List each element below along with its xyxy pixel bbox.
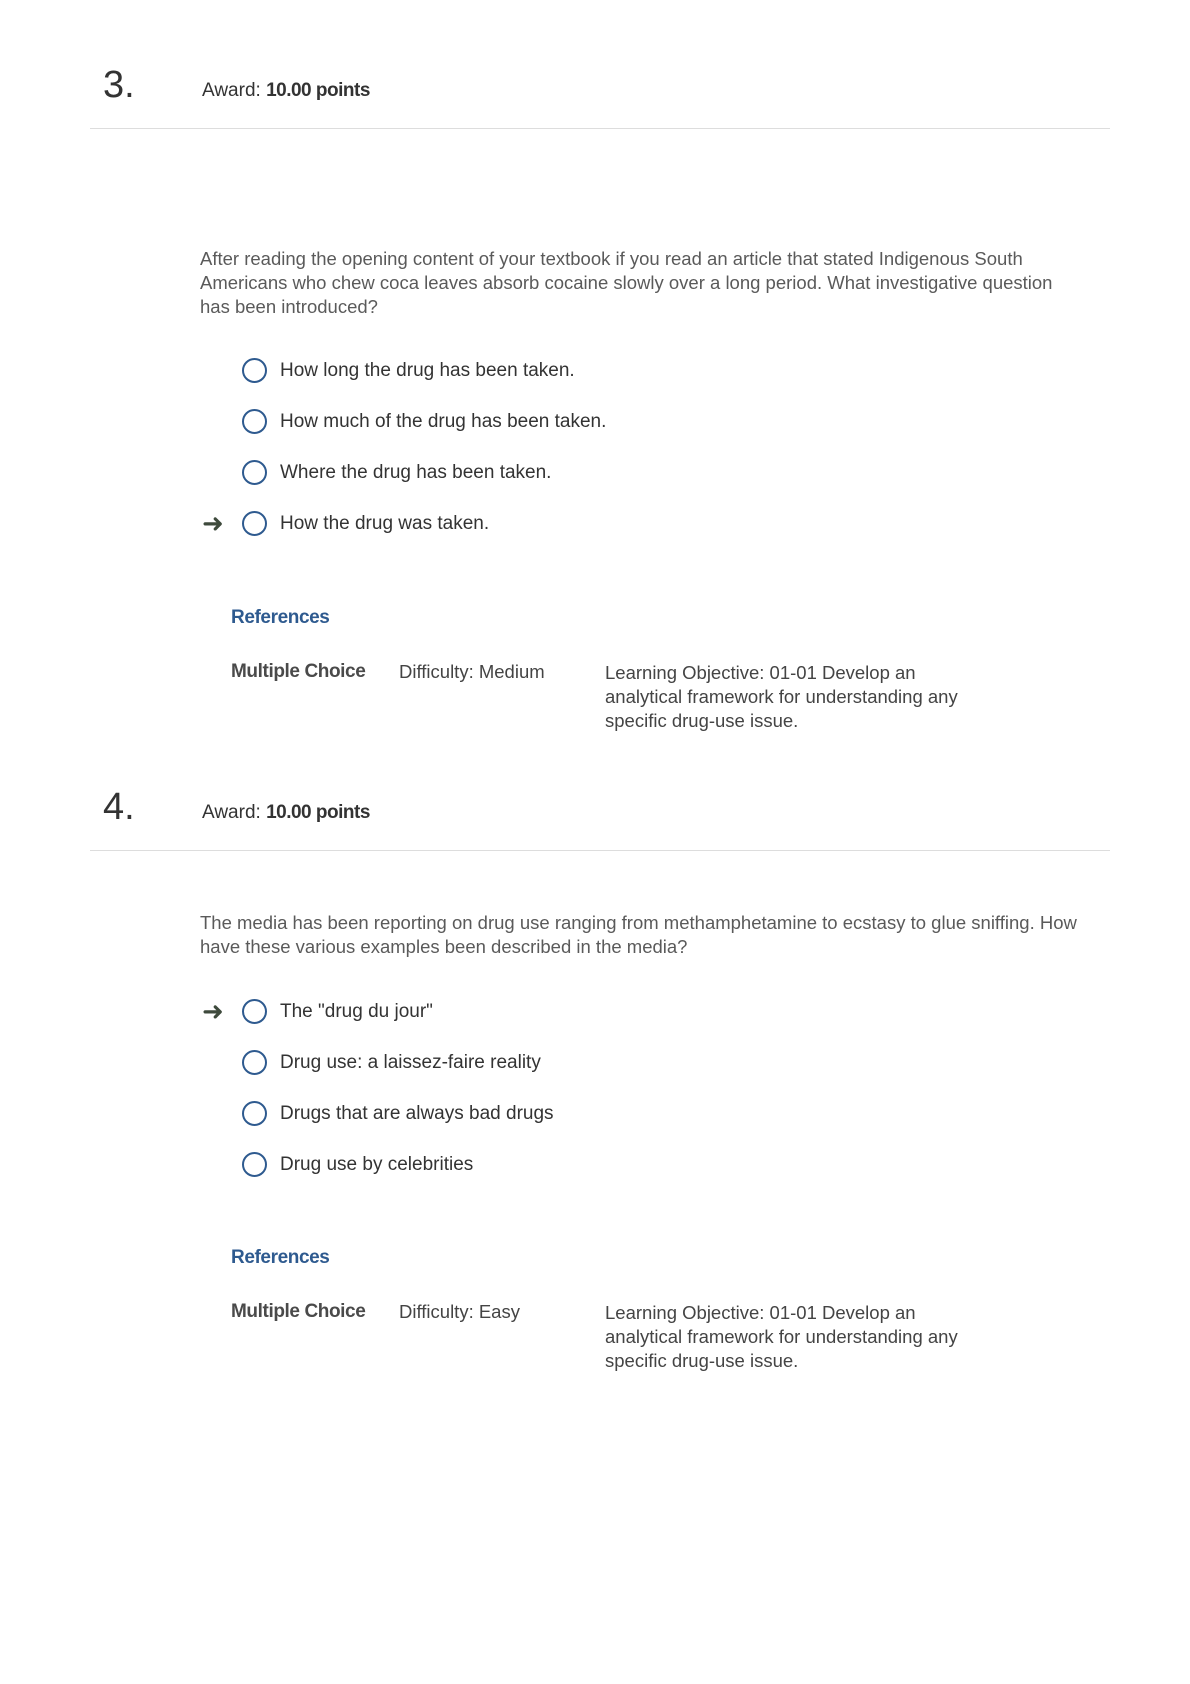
award-label: Award: (202, 80, 261, 101)
radio-unselected-icon[interactable] (242, 460, 267, 485)
arrow-right-icon: ➜ (202, 996, 224, 1026)
reference-question-type: Multiple Choice (231, 661, 366, 682)
question-header (90, 786, 1110, 840)
award-label: Award: (202, 802, 261, 823)
answer-option-label: Drugs that are always bad drugs (280, 1103, 554, 1124)
answer-option[interactable] (200, 1048, 900, 1078)
question-number: 4. (103, 786, 135, 828)
answer-option-label: Drug use: a laissez-faire reality (280, 1052, 541, 1073)
question-header (90, 64, 1110, 118)
radio-unselected-icon[interactable] (242, 358, 267, 383)
question-prompt: The media has been reporting on drug use ranging from methamphetamine to ecstasy to glue sniffing. How have these various examples been described in the media? (200, 912, 1077, 957)
answer-option-correct[interactable] (200, 997, 900, 1027)
answer-option-label: How much of the drug has been taken. (280, 411, 607, 432)
answer-option[interactable] (200, 356, 900, 386)
answer-option[interactable] (200, 1150, 900, 1180)
reference-question-type: Multiple Choice (231, 1301, 366, 1322)
answer-option[interactable] (200, 407, 900, 437)
header-divider (90, 850, 1110, 851)
arrow-right-icon: ➜ (202, 508, 224, 538)
references-heading[interactable]: References (231, 1247, 330, 1268)
radio-unselected-icon[interactable] (242, 1101, 267, 1126)
answer-option-label: How the drug was taken. (280, 513, 490, 534)
answer-option[interactable] (200, 458, 900, 488)
reference-learning-objective: Learning Objective: 01-01 Develop an analytical framework for understanding any specific drug-use issue. (605, 662, 958, 731)
answer-option-correct[interactable] (200, 509, 900, 539)
question-prompt: After reading the opening content of your textbook if you read an article that stated Indigenous South Americans who chew coca leaves absorb cocaine slowly over a long period. What investigative question has been introduced? (200, 248, 1053, 317)
answer-option-label: Where the drug has been taken. (280, 462, 552, 483)
award (202, 802, 370, 824)
radio-unselected-icon[interactable] (242, 1050, 267, 1075)
radio-unselected-icon[interactable] (242, 999, 267, 1024)
answer-option-label: How long the drug has been taken. (280, 360, 575, 381)
header-divider (90, 128, 1110, 129)
radio-unselected-icon[interactable] (242, 409, 267, 434)
reference-difficulty: Difficulty: Medium (399, 661, 545, 682)
answer-option-label: The "drug du jour" (280, 1001, 433, 1022)
answer-option[interactable] (200, 1099, 900, 1129)
radio-unselected-icon[interactable] (242, 511, 267, 536)
award-value: 10.00 points (266, 80, 370, 101)
question-number: 3. (103, 64, 135, 106)
reference-learning-objective: Learning Objective: 01-01 Develop an analytical framework for understanding any specific drug-use issue. (605, 1302, 958, 1371)
radio-unselected-icon[interactable] (242, 1152, 267, 1177)
answer-option-label: Drug use by celebrities (280, 1154, 474, 1175)
reference-difficulty: Difficulty: Easy (399, 1301, 520, 1322)
award-value: 10.00 points (266, 802, 370, 823)
references-heading[interactable]: References (231, 607, 330, 628)
award (202, 80, 370, 102)
